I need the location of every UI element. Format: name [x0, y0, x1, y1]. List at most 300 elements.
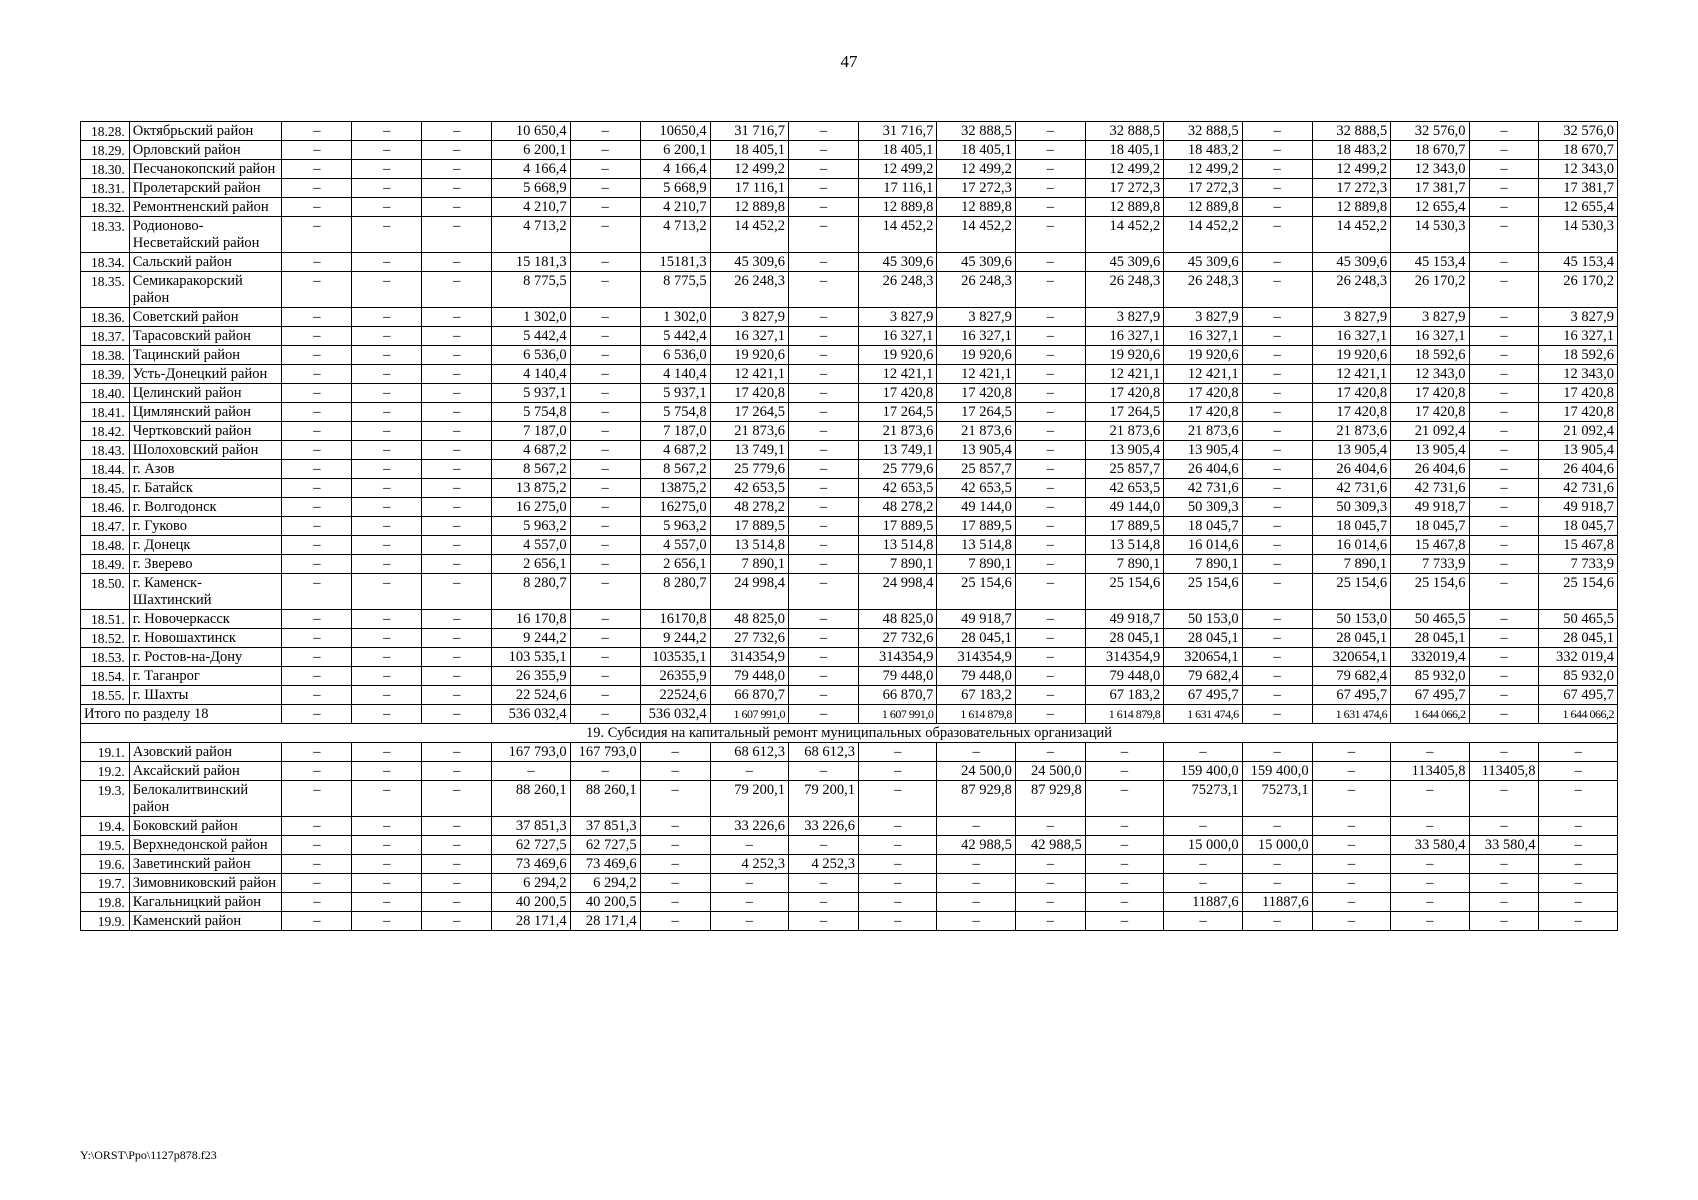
value-cell: 8 280,7 — [640, 574, 710, 610]
value-cell: 4 252,3 — [710, 855, 788, 874]
value-cell: 18 405,1 — [710, 141, 788, 160]
total-value-cell: 1 631 474,6 — [1164, 705, 1242, 724]
value-cell: 33 226,6 — [789, 817, 859, 836]
value-cell: 25 154,6 — [937, 574, 1015, 610]
value-cell: – — [858, 817, 936, 836]
value-cell: – — [789, 122, 859, 141]
value-cell: 15 181,3 — [492, 253, 570, 272]
value-cell: 18 483,2 — [1164, 141, 1242, 160]
value-cell: 26 248,3 — [1164, 272, 1242, 308]
value-cell: – — [1015, 817, 1085, 836]
value-cell: 18 670,7 — [1539, 141, 1618, 160]
value-cell: 16 327,1 — [1164, 327, 1242, 346]
value-cell: – — [640, 855, 710, 874]
value-cell: 45 309,6 — [1085, 253, 1163, 272]
value-cell: 13 514,8 — [937, 536, 1015, 555]
value-cell: – — [422, 253, 492, 272]
value-cell: 67 495,7 — [1539, 686, 1618, 705]
table-row — [81, 610, 1618, 629]
value-cell: – — [282, 422, 352, 441]
value-cell: – — [282, 160, 352, 179]
table-row — [81, 422, 1618, 441]
table-row — [81, 667, 1618, 686]
value-cell: – — [282, 893, 352, 912]
value-cell: – — [352, 686, 422, 705]
value-cell: 8 567,2 — [492, 460, 570, 479]
value-cell: – — [1391, 874, 1469, 893]
value-cell: – — [789, 441, 859, 460]
value-cell: – — [570, 179, 640, 198]
value-cell: – — [570, 327, 640, 346]
value-cell: – — [1242, 743, 1312, 762]
table-row — [81, 836, 1618, 855]
value-cell: 42 988,5 — [937, 836, 1015, 855]
value-cell: 7 733,9 — [1391, 555, 1469, 574]
row-name: Верхнедонской район — [129, 836, 282, 855]
value-cell: – — [1469, 912, 1539, 931]
value-cell: – — [640, 762, 710, 781]
value-cell: 14 452,2 — [1164, 217, 1242, 253]
value-cell: – — [1242, 441, 1312, 460]
value-cell: – — [858, 836, 936, 855]
value-cell: 4 166,4 — [640, 160, 710, 179]
table-row — [81, 855, 1618, 874]
value-cell: 15 000,0 — [1164, 836, 1242, 855]
value-cell: – — [1242, 574, 1312, 610]
value-cell: 12 889,8 — [1312, 198, 1390, 217]
row-name: Кагальницкий район — [129, 893, 282, 912]
row-number: 18.51. — [81, 610, 130, 629]
total-value-cell: – — [570, 705, 640, 724]
value-cell: 67 495,7 — [1312, 686, 1390, 705]
row-number: 19.8. — [81, 893, 130, 912]
footer-file-path: Y:\ORST\Ppo\1127p878.f23 — [80, 1148, 217, 1162]
value-cell: – — [1469, 217, 1539, 253]
value-cell: 5 963,2 — [640, 517, 710, 536]
value-cell: 33 580,4 — [1391, 836, 1469, 855]
value-cell: – — [1469, 141, 1539, 160]
value-cell: 2 656,1 — [492, 555, 570, 574]
value-cell: – — [422, 629, 492, 648]
row-name: г. Новочеркасск — [129, 610, 282, 629]
value-cell: – — [570, 686, 640, 705]
value-cell: 314354,9 — [710, 648, 788, 667]
value-cell: 12 499,2 — [1164, 160, 1242, 179]
value-cell: – — [352, 498, 422, 517]
value-cell: 16170,8 — [640, 610, 710, 629]
value-cell: 32 576,0 — [1391, 122, 1469, 141]
value-cell: – — [282, 536, 352, 555]
value-cell: 12 655,4 — [1391, 198, 1469, 217]
value-cell: 13 905,4 — [1085, 441, 1163, 460]
row-number: 18.31. — [81, 179, 130, 198]
budget-table — [80, 121, 1618, 931]
value-cell: – — [789, 327, 859, 346]
value-cell: 3 827,9 — [1539, 308, 1618, 327]
value-cell: – — [1015, 893, 1085, 912]
value-cell: – — [1391, 817, 1469, 836]
value-cell: 49 144,0 — [1085, 498, 1163, 517]
value-cell: – — [1242, 365, 1312, 384]
row-name: Заветинский район — [129, 855, 282, 874]
value-cell: 85 932,0 — [1391, 667, 1469, 686]
value-cell: – — [352, 781, 422, 817]
value-cell: – — [789, 272, 859, 308]
value-cell: – — [1242, 198, 1312, 217]
row-name: г. Донецк — [129, 536, 282, 555]
value-cell: – — [1015, 272, 1085, 308]
row-number: 18.42. — [81, 422, 130, 441]
value-cell: – — [570, 253, 640, 272]
row-name: г. Шахты — [129, 686, 282, 705]
value-cell: 4 713,2 — [640, 217, 710, 253]
value-cell: 45 309,6 — [937, 253, 1015, 272]
value-cell: 37 851,3 — [570, 817, 640, 836]
value-cell: 12 343,0 — [1539, 160, 1618, 179]
value-cell: 17 381,7 — [1391, 179, 1469, 198]
value-cell: – — [352, 817, 422, 836]
value-cell: 42 653,5 — [858, 479, 936, 498]
value-cell: – — [1164, 912, 1242, 931]
value-cell: 332 019,4 — [1539, 648, 1618, 667]
total-value-cell: 1 614 879,8 — [937, 705, 1015, 724]
table-row — [81, 198, 1618, 217]
value-cell: – — [282, 217, 352, 253]
value-cell: – — [1242, 327, 1312, 346]
value-cell: 25 154,6 — [1085, 574, 1163, 610]
row-number: 18.35. — [81, 272, 130, 308]
value-cell: 14 452,2 — [1312, 217, 1390, 253]
row-number: 18.45. — [81, 479, 130, 498]
value-cell: – — [1085, 743, 1163, 762]
value-cell: 5 963,2 — [492, 517, 570, 536]
value-cell: – — [422, 555, 492, 574]
value-cell: – — [352, 217, 422, 253]
value-cell: 4 557,0 — [640, 536, 710, 555]
row-number: 18.39. — [81, 365, 130, 384]
value-cell: 12 421,1 — [1085, 365, 1163, 384]
value-cell: – — [789, 308, 859, 327]
value-cell: 79 448,0 — [937, 667, 1015, 686]
value-cell: – — [789, 874, 859, 893]
value-cell: 320654,1 — [1164, 648, 1242, 667]
value-cell: – — [352, 667, 422, 686]
value-cell: – — [640, 836, 710, 855]
value-cell: – — [570, 384, 640, 403]
total-value-cell: 1 644 066,2 — [1539, 705, 1618, 724]
value-cell: 19 920,6 — [710, 346, 788, 365]
value-cell: 12 421,1 — [858, 365, 936, 384]
value-cell: 26 248,3 — [710, 272, 788, 308]
value-cell: – — [1015, 198, 1085, 217]
value-cell: – — [352, 198, 422, 217]
value-cell: – — [352, 403, 422, 422]
value-cell: – — [1242, 253, 1312, 272]
value-cell: – — [422, 198, 492, 217]
total-value-cell: 1 644 066,2 — [1391, 705, 1469, 724]
value-cell: 17 420,8 — [1391, 384, 1469, 403]
total-value-cell: 1 614 879,8 — [1085, 705, 1163, 724]
value-cell: 6 536,0 — [640, 346, 710, 365]
row-number: 18.34. — [81, 253, 130, 272]
value-cell: – — [352, 346, 422, 365]
value-cell: 17 264,5 — [1085, 403, 1163, 422]
value-cell: – — [282, 648, 352, 667]
value-cell: 16 327,1 — [710, 327, 788, 346]
value-cell: 45 309,6 — [1164, 253, 1242, 272]
value-cell: 3 827,9 — [1391, 308, 1469, 327]
value-cell: – — [1242, 160, 1312, 179]
value-cell: 8 280,7 — [492, 574, 570, 610]
value-cell: 42 653,5 — [710, 479, 788, 498]
value-cell: 9 244,2 — [640, 629, 710, 648]
value-cell: 167 793,0 — [570, 743, 640, 762]
value-cell: – — [1015, 743, 1085, 762]
value-cell: – — [1015, 855, 1085, 874]
value-cell: – — [937, 743, 1015, 762]
value-cell: – — [1085, 817, 1163, 836]
table-row — [81, 179, 1618, 198]
value-cell: – — [1015, 384, 1085, 403]
value-cell: – — [422, 479, 492, 498]
row-number: 18.54. — [81, 667, 130, 686]
value-cell: – — [1015, 141, 1085, 160]
value-cell: 24 500,0 — [937, 762, 1015, 781]
value-cell: 50 153,0 — [1312, 610, 1390, 629]
table-row — [81, 781, 1618, 817]
value-cell: – — [1469, 365, 1539, 384]
value-cell: – — [1015, 308, 1085, 327]
value-cell: – — [1085, 874, 1163, 893]
value-cell: – — [570, 479, 640, 498]
value-cell: 13 514,8 — [1085, 536, 1163, 555]
value-cell: 42 653,5 — [937, 479, 1015, 498]
value-cell: – — [570, 160, 640, 179]
value-cell: 48 825,0 — [858, 610, 936, 629]
value-cell: 40 200,5 — [492, 893, 570, 912]
value-cell: – — [1242, 912, 1312, 931]
value-cell: – — [789, 479, 859, 498]
value-cell: 4 252,3 — [789, 855, 859, 874]
value-cell: 28 171,4 — [492, 912, 570, 931]
value-cell: – — [422, 346, 492, 365]
table-row — [81, 912, 1618, 931]
value-cell: – — [352, 855, 422, 874]
value-cell: – — [1391, 855, 1469, 874]
value-cell: – — [1469, 536, 1539, 555]
value-cell: 11887,6 — [1164, 893, 1242, 912]
section-header-row — [81, 724, 1618, 743]
row-name: г. Гуково — [129, 517, 282, 536]
value-cell: 50 153,0 — [1164, 610, 1242, 629]
value-cell: – — [1015, 217, 1085, 253]
value-cell: – — [352, 179, 422, 198]
value-cell: 21 092,4 — [1539, 422, 1618, 441]
value-cell: – — [1469, 743, 1539, 762]
value-cell: – — [858, 912, 936, 931]
value-cell: – — [789, 836, 859, 855]
value-cell: – — [1469, 422, 1539, 441]
value-cell: – — [1469, 629, 1539, 648]
value-cell: – — [422, 836, 492, 855]
row-name: Белокалитвинский район — [129, 781, 282, 817]
value-cell: – — [282, 855, 352, 874]
value-cell: – — [1469, 403, 1539, 422]
row-name: Сальский район — [129, 253, 282, 272]
table-row — [81, 817, 1618, 836]
value-cell: – — [640, 912, 710, 931]
value-cell: 17 420,8 — [858, 384, 936, 403]
value-cell: 45 153,4 — [1391, 253, 1469, 272]
table-row — [81, 346, 1618, 365]
row-name: Семикаракорский район — [129, 272, 282, 308]
value-cell: – — [570, 517, 640, 536]
value-cell: – — [1015, 122, 1085, 141]
value-cell: – — [570, 441, 640, 460]
value-cell: 4 166,4 — [492, 160, 570, 179]
value-cell: 79 448,0 — [858, 667, 936, 686]
value-cell: – — [282, 346, 352, 365]
value-cell: 42 731,6 — [1391, 479, 1469, 498]
value-cell: – — [1015, 912, 1085, 931]
value-cell: – — [570, 122, 640, 141]
row-name: Цимлянский район — [129, 403, 282, 422]
value-cell: 73 469,6 — [570, 855, 640, 874]
value-cell: 12 421,1 — [937, 365, 1015, 384]
value-cell: – — [789, 667, 859, 686]
row-name: Тарасовский район — [129, 327, 282, 346]
value-cell: 73 469,6 — [492, 855, 570, 874]
value-cell: – — [422, 536, 492, 555]
value-cell: 17 264,5 — [858, 403, 936, 422]
value-cell: – — [352, 912, 422, 931]
value-cell: – — [1312, 743, 1390, 762]
value-cell: – — [282, 253, 352, 272]
value-cell: – — [422, 667, 492, 686]
total-value-cell: 1 607 991,0 — [710, 705, 788, 724]
value-cell: – — [789, 762, 859, 781]
value-cell: – — [1015, 517, 1085, 536]
value-cell: – — [422, 610, 492, 629]
value-cell: – — [1015, 629, 1085, 648]
table-row — [81, 160, 1618, 179]
value-cell: 6 200,1 — [640, 141, 710, 160]
value-cell: – — [640, 874, 710, 893]
value-cell: – — [1469, 874, 1539, 893]
value-cell: 14 452,2 — [858, 217, 936, 253]
table-row — [81, 253, 1618, 272]
value-cell: – — [1085, 836, 1163, 855]
value-cell: – — [1242, 217, 1312, 253]
value-cell: 14 452,2 — [1085, 217, 1163, 253]
table-row — [81, 517, 1618, 536]
value-cell: 45 309,6 — [858, 253, 936, 272]
row-name: Ремонтненский район — [129, 198, 282, 217]
total-value-cell: – — [282, 705, 352, 724]
value-cell: – — [1015, 874, 1085, 893]
value-cell: – — [1539, 893, 1618, 912]
row-number: 18.36. — [81, 308, 130, 327]
value-cell: – — [422, 912, 492, 931]
value-cell: 5 668,9 — [640, 179, 710, 198]
total-value-cell: 1 607 991,0 — [858, 705, 936, 724]
value-cell: 28 045,1 — [1085, 629, 1163, 648]
value-cell: 26 404,6 — [1312, 460, 1390, 479]
total-value-cell: 536 032,4 — [492, 705, 570, 724]
value-cell: – — [1539, 781, 1618, 817]
section-title: 19. Субсидия на капитальный ремонт муниципальных образовательных организаций — [81, 724, 1618, 743]
value-cell: – — [640, 893, 710, 912]
row-name: Каменский район — [129, 912, 282, 931]
value-cell: – — [1242, 460, 1312, 479]
value-cell: – — [1539, 762, 1618, 781]
value-cell: 12 889,8 — [1085, 198, 1163, 217]
value-cell: 15 467,8 — [1539, 536, 1618, 555]
value-cell: 42 731,6 — [1539, 479, 1618, 498]
value-cell: 4 140,4 — [492, 365, 570, 384]
value-cell: – — [570, 346, 640, 365]
row-name: Советский район — [129, 308, 282, 327]
value-cell: – — [1469, 346, 1539, 365]
row-number: 19.3. — [81, 781, 130, 817]
value-cell: – — [570, 403, 640, 422]
value-cell: 15 000,0 — [1242, 836, 1312, 855]
row-name: Чертковский район — [129, 422, 282, 441]
value-cell: 1 302,0 — [492, 308, 570, 327]
row-name: Целинский район — [129, 384, 282, 403]
value-cell: – — [937, 817, 1015, 836]
value-cell: – — [1015, 403, 1085, 422]
row-number: 19.4. — [81, 817, 130, 836]
value-cell: 32 888,5 — [1164, 122, 1242, 141]
row-number: 18.53. — [81, 648, 130, 667]
value-cell: 5 442,4 — [492, 327, 570, 346]
value-cell: – — [858, 743, 936, 762]
value-cell: 17 420,8 — [1164, 403, 1242, 422]
value-cell: – — [352, 141, 422, 160]
row-number: 19.6. — [81, 855, 130, 874]
value-cell: – — [1015, 327, 1085, 346]
row-name: Шолоховский район — [129, 441, 282, 460]
value-cell: 21 873,6 — [858, 422, 936, 441]
value-cell: 17 116,1 — [710, 179, 788, 198]
row-name: г. Батайск — [129, 479, 282, 498]
value-cell: 66 870,7 — [858, 686, 936, 705]
value-cell: – — [789, 253, 859, 272]
value-cell: 25 154,6 — [1164, 574, 1242, 610]
value-cell: – — [1469, 179, 1539, 198]
value-cell: – — [422, 122, 492, 141]
value-cell: 16 170,8 — [492, 610, 570, 629]
value-cell: 21 873,6 — [1164, 422, 1242, 441]
value-cell: – — [789, 893, 859, 912]
value-cell: 17 264,5 — [937, 403, 1015, 422]
row-name: Октябрьский район — [129, 122, 282, 141]
value-cell: 13 875,2 — [492, 479, 570, 498]
value-cell: 68 612,3 — [710, 743, 788, 762]
row-name: Родионово-Несветайский район — [129, 217, 282, 253]
value-cell: – — [352, 629, 422, 648]
value-cell: 48 825,0 — [710, 610, 788, 629]
value-cell: 33 226,6 — [710, 817, 788, 836]
value-cell: 42 731,6 — [1312, 479, 1390, 498]
value-cell: – — [352, 743, 422, 762]
value-cell: – — [1242, 422, 1312, 441]
value-cell: – — [282, 141, 352, 160]
value-cell: – — [422, 441, 492, 460]
value-cell: – — [1015, 610, 1085, 629]
value-cell: – — [352, 874, 422, 893]
